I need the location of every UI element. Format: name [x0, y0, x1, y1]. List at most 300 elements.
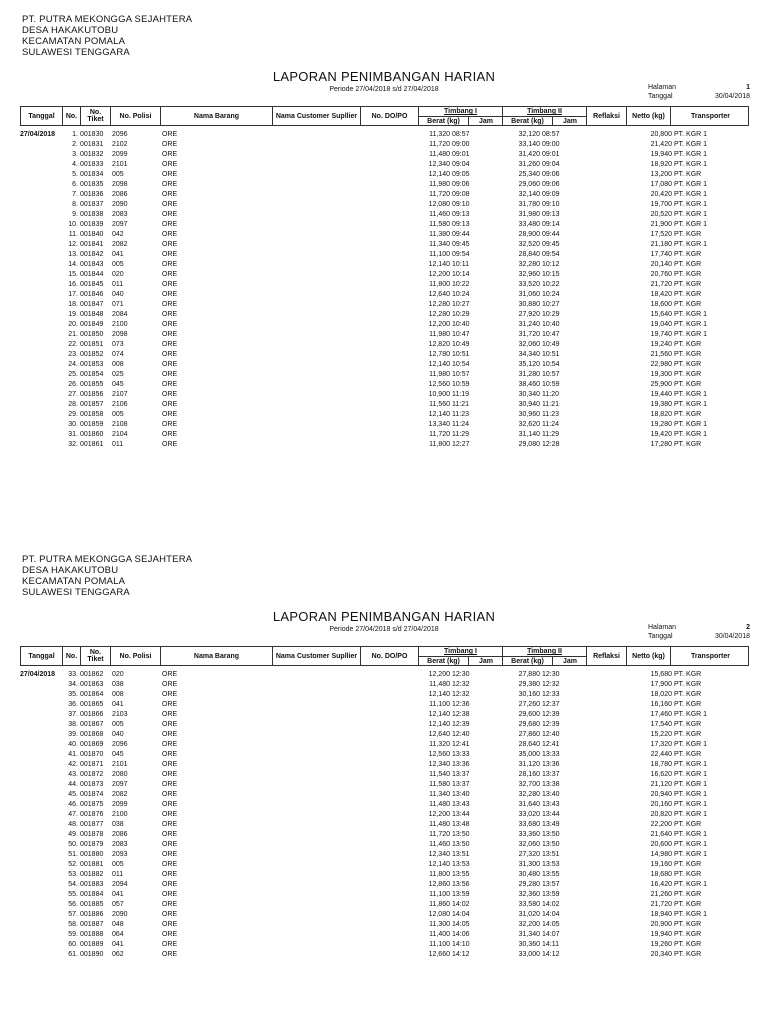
row-number: 18.	[68, 301, 78, 308]
time-2: 09:01	[542, 151, 560, 158]
weight-2: 28,840	[518, 251, 540, 258]
netto: 21,560	[650, 351, 672, 358]
weight-1: 12,200	[428, 811, 450, 818]
table-row	[20, 690, 749, 700]
plate-number: 2083	[112, 841, 128, 848]
time-2: 14:04	[542, 911, 560, 918]
plate-number: 2107	[112, 391, 128, 398]
weight-2: 29,280	[518, 881, 540, 888]
time-2: 09:13	[542, 211, 560, 218]
transporter: PT. KGR 1	[674, 181, 708, 188]
item-name: ORE	[162, 871, 178, 878]
weight-2: 33,360	[518, 831, 540, 838]
item-name: ORE	[162, 911, 178, 918]
halaman-label: Halaman	[648, 84, 677, 91]
plate-number: 041	[112, 891, 124, 898]
item-name: ORE	[162, 691, 178, 698]
weight-2: 33,140	[518, 141, 540, 148]
transporter: PT. KGR 1	[674, 801, 708, 808]
row-number: 39.	[68, 731, 78, 738]
ticket-number: 001860	[80, 431, 104, 438]
netto: 21,260	[650, 891, 672, 898]
ticket-number: 001851	[80, 341, 104, 348]
weight-1: 11,980	[429, 371, 450, 378]
weight-1: 11,100	[429, 891, 450, 898]
row-number: 29.	[68, 411, 78, 418]
item-name: ORE	[162, 371, 178, 378]
transporter: PT. KGR 1	[674, 841, 708, 848]
transporter: PT. KGR 1	[674, 831, 708, 838]
plate-number: 2086	[112, 831, 128, 838]
time-1: 09:44	[452, 231, 470, 238]
table-row	[20, 740, 749, 750]
row-number: 2.	[72, 141, 78, 148]
ticket-number: 001877	[80, 821, 104, 828]
time-1: 09:08	[452, 191, 470, 198]
row-number: 22.	[68, 341, 78, 348]
netto: 21,720	[650, 281, 672, 288]
netto: 18,920	[650, 161, 672, 168]
time-1: 13:55	[452, 871, 470, 878]
row-number: 3.	[72, 151, 78, 158]
item-name: ORE	[162, 781, 178, 788]
time-2: 13:43	[542, 801, 560, 808]
transporter: PT. KGR 1	[674, 781, 708, 788]
plate-number: 062	[112, 951, 124, 958]
plate-number: 005	[112, 261, 124, 268]
time-1: 10:22	[452, 281, 470, 288]
weight-1: 11,100	[429, 941, 450, 948]
header-timbang2	[503, 107, 587, 125]
weight-2: 32,060	[518, 841, 540, 848]
header-tanggal: Tanggal	[21, 647, 63, 665]
weight-1: 12,200	[428, 271, 450, 278]
page-info	[610, 624, 750, 642]
time-1: 11:29	[452, 431, 469, 438]
table-row	[20, 200, 749, 210]
header-timbang1	[419, 647, 503, 665]
time-1: 14:10	[452, 941, 470, 948]
transporter: PT. KGR	[674, 351, 702, 358]
transporter: PT. KGR	[674, 861, 702, 868]
weight-2: 32,700	[518, 781, 540, 788]
time-2: 13:38	[542, 781, 560, 788]
weight-1: 11,480	[429, 151, 450, 158]
netto: 20,140	[650, 261, 672, 268]
weight-2: 32,200	[518, 921, 540, 928]
ticket-number: 001867	[80, 721, 104, 728]
time-2: 10:54	[542, 361, 560, 368]
time-2: 13:49	[542, 821, 560, 828]
plate-number: 008	[112, 361, 124, 368]
table-row	[20, 760, 749, 770]
plate-number: 038	[112, 821, 124, 828]
item-name: ORE	[162, 441, 178, 448]
time-1: 11:24	[452, 421, 469, 428]
netto: 17,080	[650, 181, 672, 188]
transporter: PT. KGR	[674, 291, 702, 298]
ticket-number: 001889	[80, 941, 104, 948]
netto: 19,300	[650, 371, 672, 378]
header-timbang2-label: Timbang II	[527, 108, 562, 115]
table-row	[20, 950, 749, 960]
weight-1: 11,580	[429, 781, 450, 788]
item-name: ORE	[162, 321, 178, 328]
row-number: 6.	[72, 181, 78, 188]
item-name: ORE	[162, 761, 178, 768]
weight-1: 11,980	[429, 181, 450, 188]
time-2: 09:10	[542, 201, 560, 208]
weight-2: 29,080	[518, 441, 540, 448]
plate-number: 2100	[112, 321, 128, 328]
plate-number: 2084	[112, 311, 128, 318]
plate-number: 2099	[112, 801, 128, 808]
time-2: 10:59	[542, 381, 560, 388]
table-row	[20, 280, 749, 290]
ticket-number: 001878	[80, 831, 104, 838]
item-name: ORE	[162, 211, 178, 218]
row-number: 31.	[68, 431, 78, 438]
item-name: ORE	[162, 241, 178, 248]
weight-1: 11,480	[429, 681, 450, 688]
time-2: 14:02	[542, 901, 560, 908]
time-2: 13:50	[542, 831, 560, 838]
weight-2: 31,640	[518, 801, 540, 808]
time-1: 10:40	[452, 321, 470, 328]
table-row	[20, 190, 749, 200]
netto: 21,420	[650, 141, 672, 148]
item-name: ORE	[162, 281, 178, 288]
plate-number: 2080	[112, 771, 128, 778]
item-name: ORE	[162, 301, 178, 308]
transporter: PT. KGR 1	[674, 881, 708, 888]
netto: 19,940	[650, 931, 672, 938]
ticket-number: 001879	[80, 841, 104, 848]
weight-1: 12,560	[428, 381, 450, 388]
row-number: 47.	[68, 811, 78, 818]
item-name: ORE	[162, 251, 178, 258]
weight-1: 12,640	[428, 731, 450, 738]
time-2: 12:32	[542, 681, 560, 688]
ticket-number: 001840	[80, 231, 104, 238]
header-timbang2-label: Timbang II	[527, 648, 562, 655]
transporter: PT. KGR 1	[674, 811, 708, 818]
plate-number: 011	[112, 281, 124, 288]
netto: 25,900	[650, 381, 672, 388]
weight-2: 25,340	[518, 171, 540, 178]
weight-1: 11,320	[429, 741, 450, 748]
table-row	[20, 330, 749, 340]
time-2: 12:37	[542, 701, 560, 708]
ticket-number: 001834	[80, 171, 104, 178]
company-line: DESA HAKAKUTOBU	[22, 25, 119, 36]
item-name: ORE	[162, 921, 178, 928]
row-number: 30.	[68, 421, 78, 428]
netto: 20,420	[650, 191, 672, 198]
ticket-number: 001861	[80, 441, 104, 448]
time-1: 13:37	[452, 781, 470, 788]
header-timbang1	[419, 107, 503, 125]
plate-number: 041	[112, 251, 124, 258]
weight-1: 11,800	[429, 281, 450, 288]
time-1: 13:44	[452, 811, 470, 818]
table-row	[20, 730, 749, 740]
plate-number: 011	[112, 871, 124, 878]
weight-1: 12,860	[428, 881, 450, 888]
time-2: 11:24	[542, 421, 559, 428]
weight-1: 11,100	[429, 701, 450, 708]
transporter: PT. KGR 1	[674, 421, 708, 428]
plate-number: 041	[112, 941, 124, 948]
transporter: PT. KGR 1	[674, 391, 708, 398]
netto: 14,980	[650, 851, 672, 858]
time-1: 09:00	[452, 141, 470, 148]
weight-1: 12,140	[428, 711, 450, 718]
time-2: 09:44	[542, 231, 560, 238]
header-timbang2	[503, 647, 587, 665]
row-number: 5.	[72, 171, 78, 178]
item-name: ORE	[162, 191, 178, 198]
weight-1: 12,640	[428, 291, 450, 298]
header-no: No.	[63, 647, 81, 665]
weight-1: 12,820	[428, 341, 450, 348]
transporter: PT. KGR 1	[674, 201, 708, 208]
row-number: 8.	[72, 201, 78, 208]
time-1: 12:38	[452, 711, 470, 718]
time-1: 12:36	[452, 701, 470, 708]
time-1: 14:05	[452, 921, 470, 928]
weight-1: 11,800	[429, 441, 450, 448]
periode-line: Periode 27/04/2018 s/d 27/04/2018	[329, 86, 439, 93]
weight-2: 29,680	[518, 721, 540, 728]
netto: 21,900	[650, 221, 672, 228]
time-2: 12:33	[542, 691, 560, 698]
transporter: PT. KGR	[674, 901, 702, 908]
transporter: PT. KGR	[674, 871, 702, 878]
table-header	[20, 646, 749, 666]
weight-2: 31,340	[518, 931, 540, 938]
netto: 20,760	[650, 271, 672, 278]
time-1: 09:04	[452, 161, 470, 168]
plate-number: 2097	[112, 781, 128, 788]
report-title: LAPORAN PENIMBANGAN HARIAN	[272, 69, 496, 84]
netto: 18,780	[650, 761, 672, 768]
transporter: PT. KGR 1	[674, 151, 708, 158]
plate-number: 2090	[112, 201, 128, 208]
weight-1: 11,340	[429, 241, 450, 248]
weight-1: 11,540	[429, 771, 450, 778]
time-2: 11:21	[542, 401, 559, 408]
row-number: 10.	[68, 221, 78, 228]
transporter: PT. KGR	[674, 371, 702, 378]
row-number: 9.	[72, 211, 78, 218]
ticket-number: 001869	[80, 741, 104, 748]
time-2: 14:11	[542, 941, 559, 948]
weight-2: 32,280	[518, 791, 540, 798]
transporter: PT. KGR 1	[674, 431, 708, 438]
ticket-number: 001859	[80, 421, 104, 428]
time-1: 10:14	[452, 271, 470, 278]
row-number: 15.	[68, 271, 78, 278]
tanggal-label: Tanggal	[648, 633, 673, 640]
item-name: ORE	[162, 361, 178, 368]
time-1: 14:06	[452, 931, 470, 938]
item-name: ORE	[162, 131, 178, 138]
company-line: DESA HAKAKUTOBU	[22, 565, 119, 576]
transporter: PT. KGR 1	[674, 321, 708, 328]
time-1: 09:01	[452, 151, 470, 158]
ticket-number: 001848	[80, 311, 104, 318]
item-name: ORE	[162, 161, 178, 168]
time-1: 09:45	[452, 241, 470, 248]
netto: 18,600	[650, 301, 672, 308]
plate-number: 020	[112, 271, 124, 278]
tanggal-value: 30/04/2018	[714, 93, 750, 100]
halaman-value: 1	[746, 84, 750, 91]
time-2: 10:47	[542, 331, 560, 338]
plate-number: 041	[112, 701, 124, 708]
time-1: 12:27	[452, 441, 470, 448]
time-2: 13:33	[542, 751, 560, 758]
netto: 20,520	[650, 211, 672, 218]
weight-2: 31,300	[518, 861, 540, 868]
weight-1: 12,340	[428, 851, 450, 858]
netto: 21,180	[650, 241, 672, 248]
netto: 17,540	[650, 721, 672, 728]
time-2: 13:50	[542, 841, 560, 848]
ticket-number: 001847	[80, 301, 104, 308]
weight-2: 31,120	[518, 761, 540, 768]
time-1: 13:40	[452, 791, 470, 798]
plate-number: 045	[112, 381, 124, 388]
transporter: PT. KGR 1	[674, 211, 708, 218]
weight-1: 11,460	[429, 211, 450, 218]
table-row	[20, 410, 749, 420]
row-number: 61.	[68, 951, 78, 958]
weight-1: 12,140	[428, 171, 450, 178]
netto: 20,340	[650, 951, 672, 958]
transporter: PT. KGR 1	[674, 221, 708, 228]
row-number: 11.	[68, 231, 78, 238]
weight-1: 11,400	[429, 931, 450, 938]
header-customer: Nama Customer Supllier	[273, 107, 361, 125]
weight-2: 33,000	[518, 951, 540, 958]
row-number: 26.	[68, 381, 78, 388]
item-name: ORE	[162, 801, 178, 808]
transporter: PT. KGR	[674, 921, 702, 928]
time-2: 08:57	[542, 131, 560, 138]
row-number: 60.	[68, 941, 78, 948]
table-row	[20, 940, 749, 950]
item-name: ORE	[162, 751, 178, 758]
item-name: ORE	[162, 951, 178, 958]
weight-2: 31,240	[518, 321, 540, 328]
weight-2: 29,380	[518, 681, 540, 688]
time-1: 12:32	[452, 691, 470, 698]
plate-number: 005	[112, 411, 124, 418]
header-netto: Netto (kg)	[627, 647, 671, 665]
table-header	[20, 106, 749, 126]
ticket-number: 001846	[80, 291, 104, 298]
time-1: 14:04	[452, 911, 470, 918]
plate-number: 2100	[112, 811, 128, 818]
transporter: PT. KGR	[674, 441, 702, 448]
header-berat: Berat (kg)	[503, 116, 553, 125]
time-2: 13:59	[542, 891, 560, 898]
tanggal-value: 30/04/2018	[714, 633, 750, 640]
ticket-number: 001833	[80, 161, 104, 168]
table-row	[20, 750, 749, 760]
item-name: ORE	[162, 341, 178, 348]
transporter: PT. KGR	[674, 271, 702, 278]
plate-number: 2097	[112, 221, 128, 228]
time-2: 13:44	[542, 811, 560, 818]
ticket-number: 001888	[80, 931, 104, 938]
weight-2: 31,060	[518, 291, 540, 298]
header-tiket: No. Tiket	[81, 107, 111, 125]
table-row	[20, 820, 749, 830]
row-number: 42.	[68, 761, 78, 768]
ticket-number: 001884	[80, 891, 104, 898]
transporter: PT. KGR	[674, 681, 702, 688]
weight-1: 12,560	[428, 751, 450, 758]
header-reflaksi: Reflaksi	[587, 107, 627, 125]
item-name: ORE	[162, 171, 178, 178]
table-row	[20, 270, 749, 280]
time-1: 09:05	[452, 171, 470, 178]
ticket-number: 001835	[80, 181, 104, 188]
time-2: 12:30	[542, 671, 560, 678]
table-row	[20, 230, 749, 240]
plate-number: 057	[112, 901, 124, 908]
transporter: PT. KGR	[674, 411, 702, 418]
netto: 19,260	[650, 941, 672, 948]
item-name: ORE	[162, 221, 178, 228]
ticket-number: 001885	[80, 901, 104, 908]
ticket-number: 001864	[80, 691, 104, 698]
transporter: PT. KGR	[674, 691, 702, 698]
company-line: PT. PUTRA MEKONGGA SEJAHTERA	[22, 554, 193, 565]
row-number: 49.	[68, 831, 78, 838]
weight-2: 31,420	[518, 151, 540, 158]
table-row	[20, 300, 749, 310]
plate-number: 2103	[112, 711, 128, 718]
weight-1: 12,140	[428, 721, 450, 728]
item-name: ORE	[162, 311, 178, 318]
row-number: 19.	[68, 311, 78, 318]
time-1: 13:37	[452, 771, 470, 778]
time-2: 10:49	[542, 341, 560, 348]
weight-1: 12,200	[428, 321, 450, 328]
netto: 21,640	[650, 831, 672, 838]
table-row	[20, 430, 749, 440]
table-row	[20, 910, 749, 920]
time-2: 09:09	[542, 191, 560, 198]
weight-1: 11,720	[429, 831, 450, 838]
weight-2: 30,880	[518, 301, 540, 308]
time-1: 11:23	[452, 411, 469, 418]
header-reflaksi: Reflaksi	[587, 647, 627, 665]
netto: 16,620	[650, 771, 672, 778]
time-2: 10:15	[542, 271, 560, 278]
plate-number: 064	[112, 931, 124, 938]
time-1: 12:41	[452, 741, 470, 748]
time-2: 09:45	[542, 241, 560, 248]
table-row	[20, 770, 749, 780]
transporter: PT. KGR 1	[674, 711, 708, 718]
time-1: 09:06	[452, 181, 470, 188]
header-jam: Jam	[469, 116, 503, 125]
